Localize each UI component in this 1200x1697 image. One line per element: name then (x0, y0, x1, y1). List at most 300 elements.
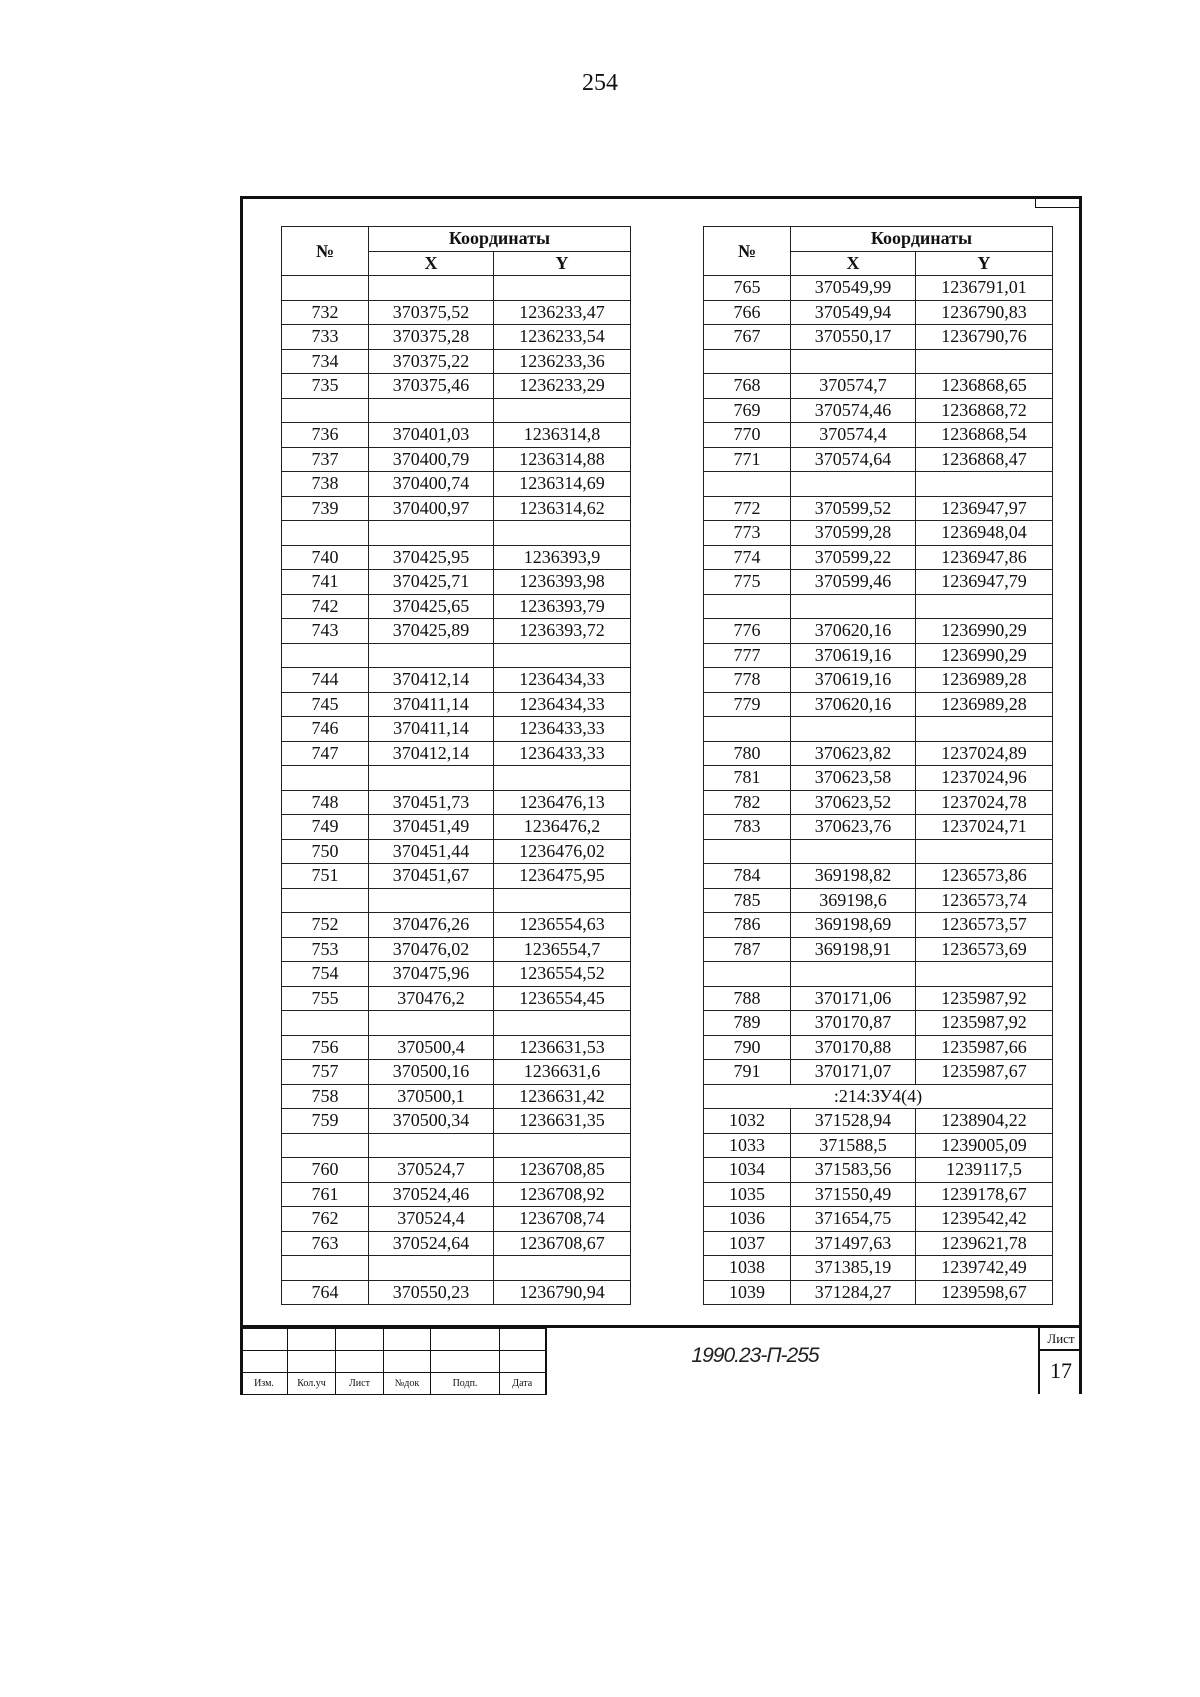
cell-number: 750 (282, 839, 369, 864)
cell-x: 371497,63 (791, 1231, 916, 1256)
cell-number (704, 594, 791, 619)
cell-y: 1236790,94 (494, 1280, 631, 1305)
cell-number: 754 (282, 962, 369, 987)
cell-x (369, 398, 494, 423)
cell-y: 1236631,35 (494, 1109, 631, 1134)
cell-x: 370500,1 (369, 1084, 494, 1109)
cell-x: 370623,76 (791, 815, 916, 840)
table-row (704, 1011, 1053, 1036)
cell-x: 370549,99 (791, 276, 916, 301)
table-row (704, 447, 1053, 472)
cell-x (791, 594, 916, 619)
table-row (282, 472, 631, 497)
cell-number (282, 276, 369, 301)
cell-y (494, 398, 631, 423)
cell-number: 749 (282, 815, 369, 840)
table-row (282, 1182, 631, 1207)
cell-y (494, 888, 631, 913)
table-row (704, 937, 1053, 962)
cell-number: 783 (704, 815, 791, 840)
document-code: 1990.23-П-255 (691, 1344, 819, 1367)
header-y: Y (916, 251, 1053, 276)
table-row (704, 1035, 1053, 1060)
table-row (704, 423, 1053, 448)
table-row (704, 1231, 1053, 1256)
coordinates-table-right (703, 226, 1053, 1305)
cell-y: 1235987,92 (916, 986, 1053, 1011)
page-number: 254 (582, 70, 618, 96)
table-row (704, 643, 1053, 668)
table-row (282, 888, 631, 913)
cell-number: 1036 (704, 1207, 791, 1232)
cell-y: 1236476,13 (494, 790, 631, 815)
header-y: Y (494, 251, 631, 276)
table-row (282, 1109, 631, 1134)
cell-y: 1236393,79 (494, 594, 631, 619)
cell-number: 755 (282, 986, 369, 1011)
cell-x: 370524,7 (369, 1158, 494, 1183)
cell-x: 370574,64 (791, 447, 916, 472)
cell-y: 1236314,62 (494, 496, 631, 521)
header-x: X (791, 251, 916, 276)
cell-number (282, 888, 369, 913)
table-row (704, 962, 1053, 987)
cell-number: 777 (704, 643, 791, 668)
cell-x: 371528,94 (791, 1109, 916, 1134)
cell-number: 791 (704, 1060, 791, 1085)
cell-y: 1236434,33 (494, 692, 631, 717)
cell-x: 370599,22 (791, 545, 916, 570)
table-row (704, 766, 1053, 791)
cell-y: 1236989,28 (916, 668, 1053, 693)
cell-x: 370475,96 (369, 962, 494, 987)
cell-y: 1236791,01 (916, 276, 1053, 301)
cell-x: 370451,44 (369, 839, 494, 864)
cell-number: 753 (282, 937, 369, 962)
cell-x: 370524,46 (369, 1182, 494, 1207)
cell-number: 745 (282, 692, 369, 717)
table-row (282, 545, 631, 570)
table-row (282, 1060, 631, 1085)
cell-number: 739 (282, 496, 369, 521)
cell-x: 370425,89 (369, 619, 494, 644)
table-row (704, 692, 1053, 717)
cell-x: 370451,49 (369, 815, 494, 840)
cell-x: 370375,52 (369, 300, 494, 325)
cell-x: 370549,94 (791, 300, 916, 325)
cell-x (369, 888, 494, 913)
cell-number: 734 (282, 349, 369, 374)
cell-y: 1237024,78 (916, 790, 1053, 815)
cell-y: 1236233,47 (494, 300, 631, 325)
table-row (704, 986, 1053, 1011)
cell-number (282, 1011, 369, 1036)
cell-number: 782 (704, 790, 791, 815)
cell-number: 733 (282, 325, 369, 350)
table-row (282, 643, 631, 668)
cell-y (916, 594, 1053, 619)
table-row (704, 521, 1053, 546)
cell-y: 1236573,86 (916, 864, 1053, 889)
cell-number: 1037 (704, 1231, 791, 1256)
cell-x: 370400,79 (369, 447, 494, 472)
cell-number: 775 (704, 570, 791, 595)
table-row (282, 447, 631, 472)
cell-x (791, 717, 916, 742)
cell-x (369, 1011, 494, 1036)
cell-x (791, 839, 916, 864)
table-row (282, 766, 631, 791)
cell-x: 370411,14 (369, 717, 494, 742)
cell-x: 370599,52 (791, 496, 916, 521)
table-row (282, 300, 631, 325)
table-row (704, 1207, 1053, 1232)
cell-y: 1236573,57 (916, 913, 1053, 938)
header-x: X (369, 251, 494, 276)
table-row (282, 374, 631, 399)
cell-x: 370451,67 (369, 864, 494, 889)
cell-x: 370400,97 (369, 496, 494, 521)
table-row (282, 521, 631, 546)
table-row (704, 594, 1053, 619)
cell-y: 1236233,54 (494, 325, 631, 350)
cell-y: 1236948,04 (916, 521, 1053, 546)
cell-y (494, 766, 631, 791)
label-sheet: Лист (336, 1373, 384, 1395)
cell-x: 370476,26 (369, 913, 494, 938)
cell-x (791, 349, 916, 374)
table-row (704, 1109, 1053, 1134)
cell-number: 758 (282, 1084, 369, 1109)
cell-x (369, 276, 494, 301)
table-row (704, 349, 1053, 374)
cell-x: 370412,14 (369, 668, 494, 693)
table-row (282, 1084, 631, 1109)
cell-y: 1239178,67 (916, 1182, 1053, 1207)
cell-y: 1236868,47 (916, 447, 1053, 472)
cell-x: 370476,2 (369, 986, 494, 1011)
cell-y (916, 349, 1053, 374)
cell-x: 370524,4 (369, 1207, 494, 1232)
table-row (282, 668, 631, 693)
cell-y: 1236554,45 (494, 986, 631, 1011)
cell-x: 371385,19 (791, 1256, 916, 1281)
cell-x: 370476,02 (369, 937, 494, 962)
table-row (704, 1256, 1053, 1281)
cell-y (494, 1011, 631, 1036)
header-coordinates: Координаты (791, 227, 1053, 252)
cell-x: 371284,27 (791, 1280, 916, 1305)
cell-number: 748 (282, 790, 369, 815)
sheet-label: Лист (1040, 1328, 1082, 1351)
cell-number: 762 (282, 1207, 369, 1232)
cell-y: 1236631,42 (494, 1084, 631, 1109)
cell-x: 370170,88 (791, 1035, 916, 1060)
cell-y: 1236790,83 (916, 300, 1053, 325)
cell-x: 370619,16 (791, 668, 916, 693)
cell-x: 370400,74 (369, 472, 494, 497)
cell-x: 370171,06 (791, 986, 916, 1011)
header-coordinates: Координаты (369, 227, 631, 252)
cell-y: 1236314,8 (494, 423, 631, 448)
cell-y (916, 717, 1053, 742)
cell-x: 370500,34 (369, 1109, 494, 1134)
cell-number: 1032 (704, 1109, 791, 1134)
table-row (704, 839, 1053, 864)
cell-number: 746 (282, 717, 369, 742)
cell-number: 772 (704, 496, 791, 521)
cell-y: 1236708,74 (494, 1207, 631, 1232)
cell-y: 1236631,53 (494, 1035, 631, 1060)
table-row (282, 349, 631, 374)
cell-number: 1034 (704, 1158, 791, 1183)
cell-x: 370550,23 (369, 1280, 494, 1305)
cell-y: 1236990,29 (916, 643, 1053, 668)
cell-number (704, 962, 791, 987)
cell-y: 1236989,28 (916, 692, 1053, 717)
cell-y: 1235987,67 (916, 1060, 1053, 1085)
label-count: Кол.уч (288, 1373, 336, 1395)
cell-number: 752 (282, 913, 369, 938)
table-row (282, 398, 631, 423)
cell-x: 369198,91 (791, 937, 916, 962)
table-row (282, 815, 631, 840)
cell-number: 759 (282, 1109, 369, 1134)
cell-x: 370375,28 (369, 325, 494, 350)
table-row (282, 790, 631, 815)
table-row (704, 741, 1053, 766)
cell-y: 1235987,66 (916, 1035, 1053, 1060)
cell-y (494, 1133, 631, 1158)
cell-y: 1236708,67 (494, 1231, 631, 1256)
table-row (704, 325, 1053, 350)
cell-y (494, 276, 631, 301)
cell-y: 1236433,33 (494, 717, 631, 742)
table-row (704, 913, 1053, 938)
cell-number: 751 (282, 864, 369, 889)
cell-y: 1236393,72 (494, 619, 631, 644)
table-row (704, 717, 1053, 742)
coordinates-table-left (281, 226, 631, 1305)
cell-y: 1236573,74 (916, 888, 1053, 913)
cell-number: 774 (704, 545, 791, 570)
table-row (282, 717, 631, 742)
cell-x: 370500,16 (369, 1060, 494, 1085)
cell-x (369, 1256, 494, 1281)
cell-x (791, 962, 916, 987)
header-number: № (704, 227, 791, 276)
table-row (282, 1133, 631, 1158)
cell-x: 370623,52 (791, 790, 916, 815)
cell-y (494, 521, 631, 546)
cell-y: 1236947,86 (916, 545, 1053, 570)
header-number: № (282, 227, 369, 276)
right-table-body (704, 276, 1053, 1305)
cell-number: 747 (282, 741, 369, 766)
cell-number: 785 (704, 888, 791, 913)
table-row (282, 570, 631, 595)
cell-number: 773 (704, 521, 791, 546)
revision-grid (240, 1328, 547, 1395)
table-row (704, 668, 1053, 693)
cell-y: 1236314,69 (494, 472, 631, 497)
cell-y: 1236233,29 (494, 374, 631, 399)
cell-number: 778 (704, 668, 791, 693)
cell-x: 370623,82 (791, 741, 916, 766)
cell-number (282, 1133, 369, 1158)
cell-x: 370619,16 (791, 643, 916, 668)
cell-number: 732 (282, 300, 369, 325)
table-row (282, 692, 631, 717)
cell-x (369, 1133, 494, 1158)
cell-number: 765 (704, 276, 791, 301)
cell-number: 781 (704, 766, 791, 791)
cell-number: 761 (282, 1182, 369, 1207)
cell-y (494, 643, 631, 668)
table-row (704, 1158, 1053, 1183)
cell-y: 1239005,09 (916, 1133, 1053, 1158)
cell-number: 769 (704, 398, 791, 423)
cell-x: 369198,82 (791, 864, 916, 889)
cell-number: 735 (282, 374, 369, 399)
table-row (704, 1182, 1053, 1207)
table-row (282, 594, 631, 619)
table-row (282, 1158, 631, 1183)
cell-number: 766 (704, 300, 791, 325)
cell-number: 786 (704, 913, 791, 938)
cell-y: 1237024,71 (916, 815, 1053, 840)
cell-x: 370599,28 (791, 521, 916, 546)
cell-y (916, 962, 1053, 987)
table-row (282, 1256, 631, 1281)
table-row (704, 300, 1053, 325)
cell-y: 1236631,6 (494, 1060, 631, 1085)
cell-number (704, 839, 791, 864)
cell-y: 1236790,76 (916, 325, 1053, 350)
cell-x: 370412,14 (369, 741, 494, 766)
cell-y: 1236476,2 (494, 815, 631, 840)
cell-y: 1237024,96 (916, 766, 1053, 791)
cell-number: 1033 (704, 1133, 791, 1158)
cell-y: 1239598,67 (916, 1280, 1053, 1305)
cell-number: 744 (282, 668, 369, 693)
cell-y: 1236554,7 (494, 937, 631, 962)
cell-x: 370550,17 (791, 325, 916, 350)
table-row (704, 619, 1053, 644)
cell-x (369, 643, 494, 668)
table-row (704, 864, 1053, 889)
cell-number: 763 (282, 1231, 369, 1256)
cell-y: 1236393,98 (494, 570, 631, 595)
table-row (282, 619, 631, 644)
cell-x: 371588,5 (791, 1133, 916, 1158)
cell-y: 1236393,9 (494, 545, 631, 570)
cell-x: 370620,16 (791, 619, 916, 644)
cell-number: 1038 (704, 1256, 791, 1281)
table-row (282, 496, 631, 521)
cell-number (282, 1256, 369, 1281)
cell-number: 767 (704, 325, 791, 350)
cell-number: 756 (282, 1035, 369, 1060)
cell-x (369, 766, 494, 791)
table-row (282, 423, 631, 448)
cell-number (282, 398, 369, 423)
cell-x: 371550,49 (791, 1182, 916, 1207)
table-row (282, 986, 631, 1011)
cell-x: 370574,4 (791, 423, 916, 448)
cell-number: 790 (704, 1035, 791, 1060)
cell-number: 764 (282, 1280, 369, 1305)
cell-y: 1236554,52 (494, 962, 631, 987)
title-block (240, 1325, 1082, 1394)
cell-number: 757 (282, 1060, 369, 1085)
cell-number: 780 (704, 741, 791, 766)
cell-number: 737 (282, 447, 369, 472)
cell-y: 1236947,79 (916, 570, 1053, 595)
cell-y: 1236868,54 (916, 423, 1053, 448)
cell-y: 1239117,5 (916, 1158, 1053, 1183)
cell-y: 1236947,97 (916, 496, 1053, 521)
cell-number: 741 (282, 570, 369, 595)
cell-number: 784 (704, 864, 791, 889)
cell-x: 370411,14 (369, 692, 494, 717)
cell-x: 371583,56 (791, 1158, 916, 1183)
table-row (704, 790, 1053, 815)
table-row (282, 276, 631, 301)
cell-y: 1236233,36 (494, 349, 631, 374)
cell-number: 736 (282, 423, 369, 448)
cell-x: 369198,6 (791, 888, 916, 913)
cell-number (704, 717, 791, 742)
cell-y: 1236708,85 (494, 1158, 631, 1183)
cell-x: 370425,65 (369, 594, 494, 619)
cell-x: 370425,71 (369, 570, 494, 595)
cell-x: 371654,75 (791, 1207, 916, 1232)
cell-y: 1236868,65 (916, 374, 1053, 399)
cell-y: 1239542,42 (916, 1207, 1053, 1232)
frame-notch (1035, 199, 1082, 208)
cell-number: 779 (704, 692, 791, 717)
cell-y: 1236314,88 (494, 447, 631, 472)
cell-number: 770 (704, 423, 791, 448)
cell-y: 1237024,89 (916, 741, 1053, 766)
cell-y: 1238904,22 (916, 1109, 1053, 1134)
label-change: Изм. (241, 1373, 288, 1395)
cell-x: 370620,16 (791, 692, 916, 717)
cell-x: 370170,87 (791, 1011, 916, 1036)
table-row (282, 913, 631, 938)
section-label: :214:ЗУ4(4) (704, 1084, 1053, 1109)
left-table-body (282, 276, 631, 1305)
cell-y (494, 1256, 631, 1281)
cell-y: 1236990,29 (916, 619, 1053, 644)
cell-number: 760 (282, 1158, 369, 1183)
cell-x: 369198,69 (791, 913, 916, 938)
cell-y: 1239742,49 (916, 1256, 1053, 1281)
cell-number: 740 (282, 545, 369, 570)
table-row (282, 1207, 631, 1232)
cell-x (791, 472, 916, 497)
cell-y: 1236554,63 (494, 913, 631, 938)
cell-number: 1039 (704, 1280, 791, 1305)
cell-y: 1239621,78 (916, 1231, 1053, 1256)
cell-number (282, 766, 369, 791)
table-row (704, 570, 1053, 595)
cell-y (916, 839, 1053, 864)
cell-number: 738 (282, 472, 369, 497)
table-row (282, 325, 631, 350)
cell-x: 370451,73 (369, 790, 494, 815)
